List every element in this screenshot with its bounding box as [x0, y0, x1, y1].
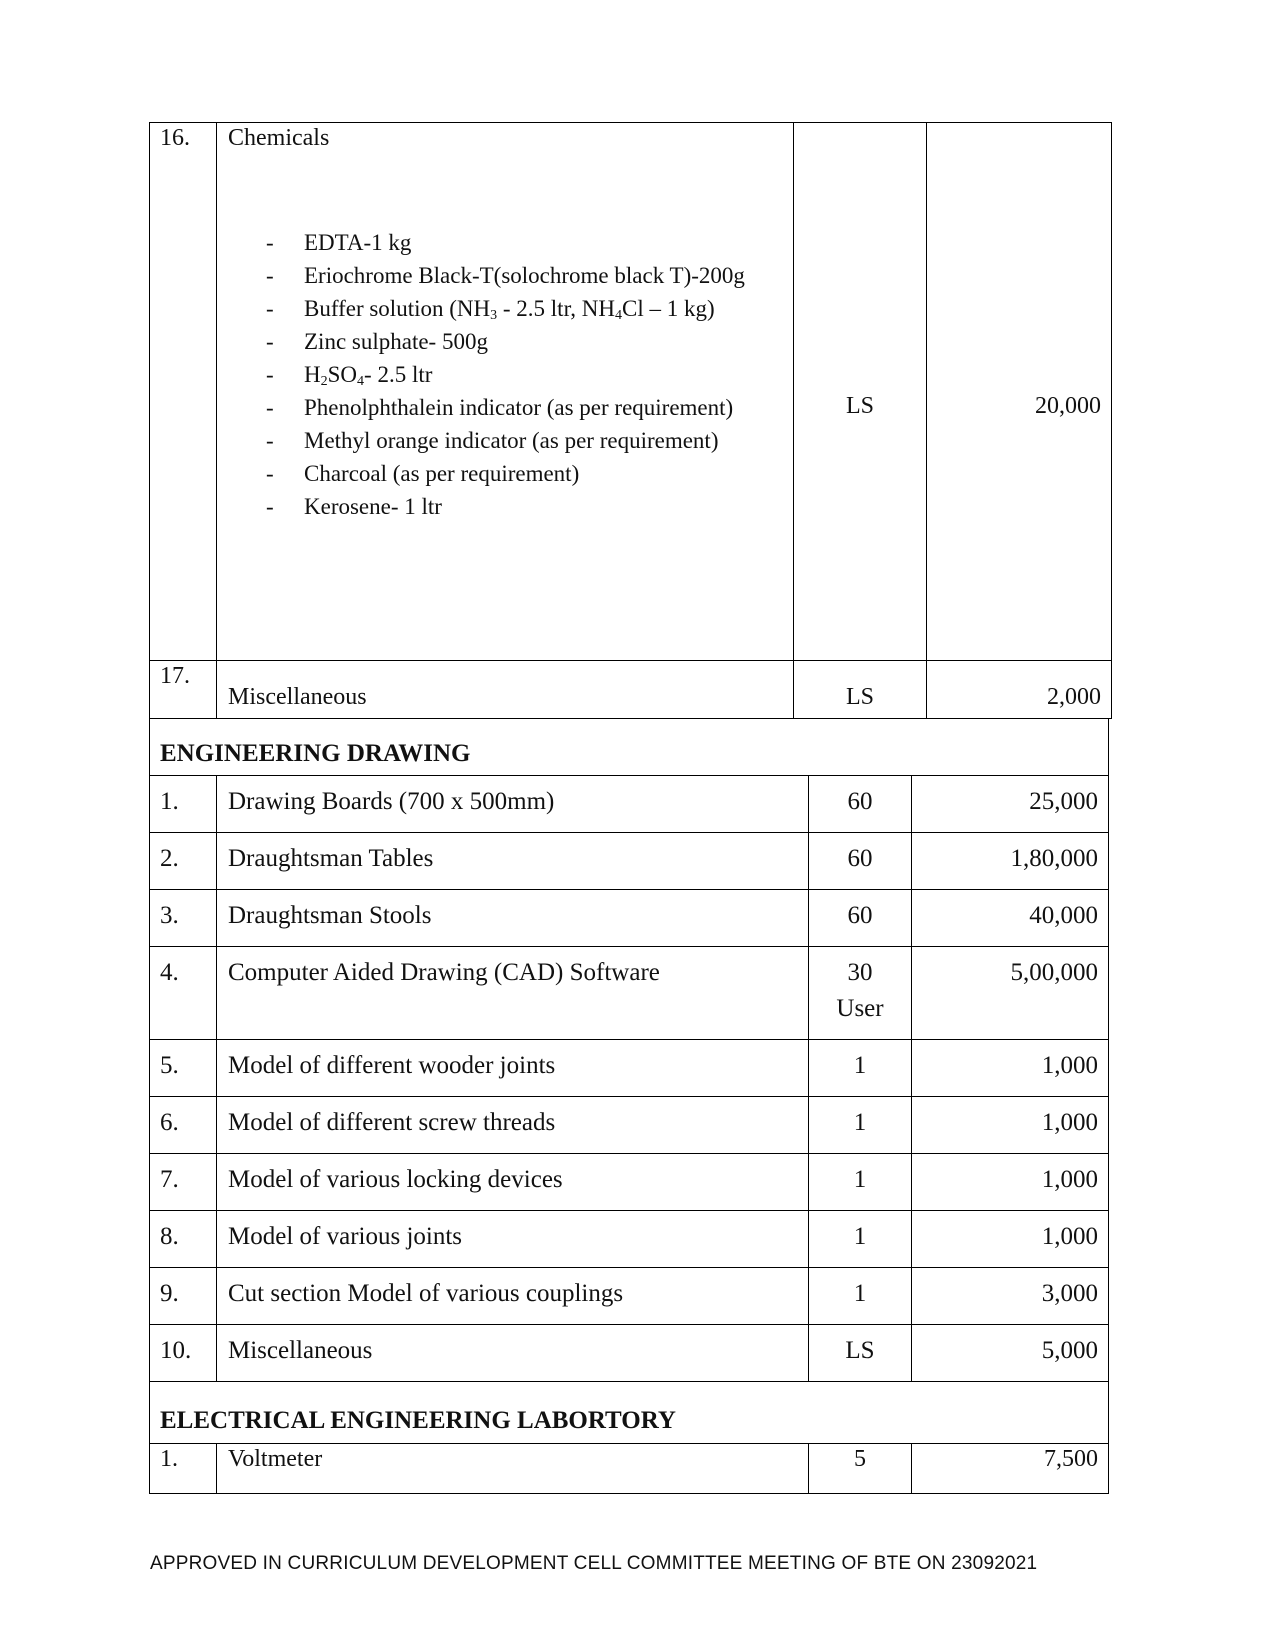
- table-rule: [216, 832, 217, 889]
- row-serial: 6.: [160, 1109, 179, 1136]
- row-serial: 7.: [160, 1166, 179, 1193]
- table-rule: [926, 122, 927, 718]
- table-rule: [149, 718, 150, 1493]
- row-quantity: 1: [853, 1280, 867, 1307]
- table-rule: [216, 775, 217, 832]
- list-dash: -: [266, 428, 274, 453]
- row-item: Model of various locking devices: [228, 1166, 563, 1193]
- row-item: Miscellaneous: [228, 1337, 373, 1364]
- table-rule: [149, 122, 1112, 123]
- row-item: Draughtsman Tables: [228, 845, 434, 872]
- list-item-text: Eriochrome Black-T(solochrome black T)-200g: [304, 263, 745, 288]
- table-rule: [149, 122, 150, 718]
- list-item-text: Charcoal (as per requirement): [304, 461, 580, 486]
- row-serial: 2.: [160, 845, 179, 872]
- row-quantity: 60: [847, 845, 873, 872]
- table-rule: [216, 1096, 217, 1153]
- row-cost: 1,000: [1041, 1166, 1098, 1193]
- table-rule: [793, 122, 794, 718]
- row-quantity: 30: [847, 959, 873, 986]
- row-serial: 9.: [160, 1280, 179, 1307]
- list-dash: -: [266, 329, 274, 354]
- row-cost: 2,000: [1047, 684, 1101, 710]
- row-serial: 5.: [160, 1052, 179, 1079]
- row-quantity: 1: [853, 1223, 867, 1250]
- list-item-text: Kerosene- 1 ltr: [304, 494, 442, 519]
- row-cost: 20,000: [1035, 393, 1101, 419]
- list-item-text: Methyl orange indicator (as per requirement): [304, 428, 719, 453]
- row-cost: 1,000: [1041, 1223, 1098, 1250]
- row-serial: 1.: [160, 1446, 178, 1472]
- list-dash: -: [266, 494, 274, 519]
- row-item: Drawing Boards (700 x 500mm): [228, 788, 555, 815]
- list-dash: -: [266, 395, 274, 420]
- row-serial: 4.: [160, 959, 179, 986]
- row-quantity: 1: [853, 1166, 867, 1193]
- table-rule: [149, 1267, 1109, 1268]
- row-cost: 7,500: [1044, 1446, 1098, 1472]
- row-quantity: 1: [853, 1052, 867, 1079]
- row-quantity: LS: [845, 1337, 875, 1364]
- table-rule: [149, 832, 1109, 833]
- row-item: Cut section Model of various couplings: [228, 1280, 624, 1307]
- list-dash: -: [266, 263, 274, 288]
- row-quantity: 60: [847, 902, 873, 929]
- approval-footer: APPROVED IN CURRICULUM DEVELOPMENT CELL COMMITTEE MEETING OF BTE ON 23092021: [150, 1553, 1038, 1574]
- list-item-text: EDTA-1 kg: [304, 230, 412, 255]
- list-dash: -: [266, 296, 274, 321]
- row-cost: 40,000: [1029, 902, 1098, 929]
- table-rule: [1111, 122, 1112, 718]
- row-item: Voltmeter: [228, 1446, 323, 1472]
- row-cost: 1,80,000: [1010, 845, 1098, 872]
- list-item-text: Phenolphthalein indicator (as per requirement): [304, 395, 734, 420]
- table-rule: [149, 889, 1109, 890]
- row-quantity: LS: [845, 684, 874, 710]
- table-rule: [149, 1096, 1109, 1097]
- table-rule: [149, 1493, 1109, 1494]
- row-serial: 17.: [160, 663, 190, 689]
- row-cost: 5,000: [1041, 1337, 1098, 1364]
- row-item: Miscellaneous: [228, 684, 367, 710]
- table-rule: [149, 1153, 1109, 1154]
- table-rule: [149, 946, 1109, 947]
- table-rule: [216, 1153, 217, 1210]
- table-rule: [149, 718, 1112, 719]
- table-rule: [149, 1443, 1109, 1444]
- row-quantity: 5: [854, 1446, 866, 1472]
- table-rule: [149, 660, 1112, 661]
- row-quantity: LS: [845, 393, 874, 419]
- row-cost: 1,000: [1041, 1052, 1098, 1079]
- row-cost: 5,00,000: [1010, 959, 1098, 986]
- section-title: ELECTRICAL ENGINEERING LABORTORY: [160, 1407, 676, 1434]
- table-rule: [216, 889, 217, 946]
- table-rule: [216, 1443, 217, 1493]
- list-dash: -: [266, 362, 274, 387]
- section-title: ENGINEERING DRAWING: [160, 740, 471, 767]
- table-rule: [216, 946, 217, 1039]
- row-serial: 1.: [160, 788, 179, 815]
- table-rule: [216, 1267, 217, 1324]
- row-item: Draughtsman Stools: [228, 902, 432, 929]
- row-item: Model of various joints: [228, 1223, 463, 1250]
- row-quantity: 1: [853, 1109, 867, 1136]
- table-rule: [149, 1324, 1109, 1325]
- list-dash: -: [266, 461, 274, 486]
- row-item: Computer Aided Drawing (CAD) Software: [228, 959, 660, 986]
- table-rule: [149, 1039, 1109, 1040]
- table-rule: [149, 1381, 1109, 1382]
- list-item-text: Zinc sulphate- 500g: [304, 329, 488, 354]
- table-rule: [149, 775, 1109, 776]
- list-item-text: Buffer solution ($NH_3 - 2.5$ ltr, $NH_4Cl - 1$ kg): [304, 296, 715, 323]
- table-rule: [216, 122, 217, 718]
- table-rule: [216, 1324, 217, 1381]
- row-item: Model of different wooder joints: [228, 1052, 556, 1079]
- row-serial: 10.: [160, 1337, 192, 1364]
- row-serial: 16.: [160, 125, 190, 151]
- row-item: Model of different screw threads: [228, 1109, 556, 1136]
- table-rule: [1108, 718, 1109, 1493]
- table-rule: [149, 1210, 1109, 1211]
- row-serial: 8.: [160, 1223, 179, 1250]
- table-rule: [216, 1210, 217, 1267]
- row-cost: 1,000: [1041, 1109, 1098, 1136]
- row-quantity: 60: [847, 788, 873, 815]
- row-cost: 3,000: [1041, 1280, 1098, 1307]
- row-item: Chemicals: [228, 125, 330, 151]
- list-item-text: $H_2SO_4-$ 2.5 ltr: [304, 362, 433, 389]
- list-dash: -: [266, 230, 274, 255]
- row-quantity-unit: User: [836, 995, 884, 1022]
- row-cost: 25,000: [1029, 788, 1098, 815]
- table-rule: [216, 1039, 217, 1096]
- row-serial: 3.: [160, 902, 179, 929]
